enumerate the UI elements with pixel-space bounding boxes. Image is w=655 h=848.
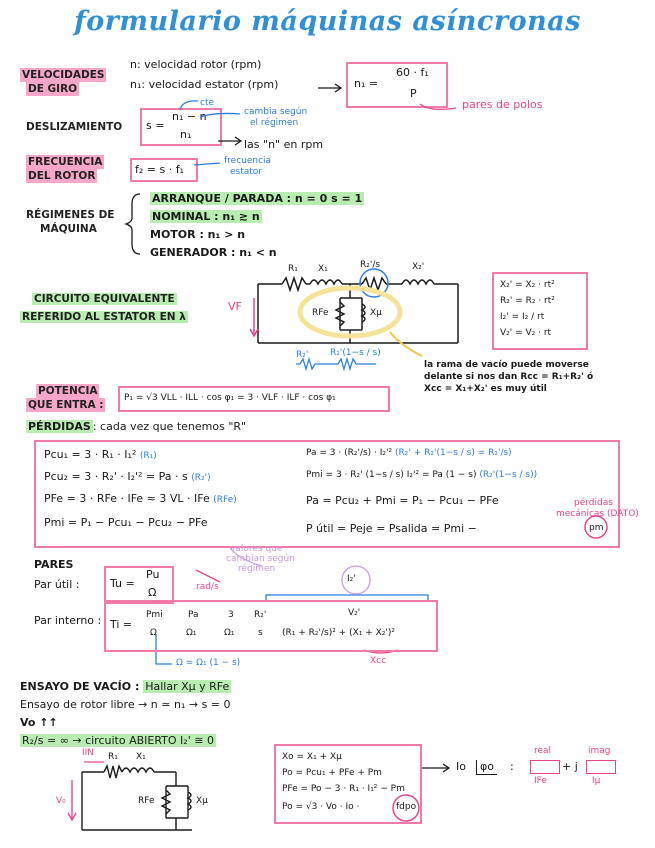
frecuencia-label-1: FRECUENCIA xyxy=(28,156,103,168)
regimenes-label-1: RÉGIMENES DE xyxy=(26,209,115,221)
regimen-arranque-text: ARRANQUE / PARADA : n = 0 s = 1 xyxy=(152,192,363,205)
circuito-label-2-text: REFERIDO AL ESTATOR EN λ xyxy=(22,311,186,323)
deslizamiento-label: DESLIZAMIENTO xyxy=(26,121,123,133)
pm-note-1: pérdidas xyxy=(574,498,613,508)
po-formula: Po = Pcu₁ + PFe + Pm xyxy=(282,768,382,778)
frecuencia-label-2: DEL ROTOR xyxy=(28,170,96,182)
pmi-row xyxy=(306,470,537,481)
imag-box xyxy=(586,760,616,774)
pmi-note: (R₂'(1−s / s)) xyxy=(479,470,538,480)
pfe-note: (RFe) xyxy=(213,495,237,505)
ti-3-den: Ω₁ xyxy=(224,628,235,638)
pmi-formula: Pmi = 3 · R₂' (1−s / s) I₂'² = Pa (1 − s) xyxy=(306,470,477,480)
x2-label: X₂' xyxy=(412,262,425,272)
pcu1-note: (R₁) xyxy=(139,451,157,461)
ti-1-den: Ω xyxy=(150,628,157,638)
ti-lhs: Ti = xyxy=(110,618,133,631)
pcu2-row xyxy=(44,470,211,484)
pa-row xyxy=(306,448,512,459)
ti-1-num: Pmi xyxy=(146,610,163,620)
page-title: formulario máquinas asíncronas xyxy=(74,6,581,37)
par-util-label: Par útil : xyxy=(34,578,80,591)
vacio-x1-label: X₁ xyxy=(136,752,146,762)
n1-formula-den: P xyxy=(410,87,417,100)
ti-4-num: R₂' xyxy=(254,610,267,620)
vacio-label: ENSAYO DE VACÍO : xyxy=(20,680,140,693)
r2s-inf-text: R₂/s = ∞ → circuito ABIERTO I₂' ≅ 0 xyxy=(22,734,214,747)
pcu1-row xyxy=(44,448,157,462)
pares-polos-note: pares de polos xyxy=(462,98,543,111)
valores-note-2: cambian según xyxy=(226,554,295,564)
xo-formula: Xo = X₁ + Xμ xyxy=(282,752,342,762)
regimen-motor: MOTOR : n₁ > n xyxy=(150,228,246,241)
n1-formula-num: 60 · f₁ xyxy=(396,66,429,79)
perdidas-heading xyxy=(26,420,246,434)
cte-note: cte xyxy=(200,98,215,108)
potencia-label-1: POTENCIA xyxy=(38,385,98,397)
s-formula-lhs: s = xyxy=(146,119,165,132)
v0-label: V₀ xyxy=(56,796,66,806)
vacio-formula-box xyxy=(274,744,422,824)
referida-v2: V₂' = V₂ · rt xyxy=(500,328,552,338)
referida-r2: R₂' = R₂ · rt² xyxy=(500,296,555,306)
pmi-left-formula: Pmi = P₁ − Pcu₁ − Pcu₂ − PFe xyxy=(44,516,208,529)
rfe-label: RFe xyxy=(312,308,329,318)
omega-note: Ω = Ω₁ (1 − s) xyxy=(176,658,241,668)
ti-4-den: s xyxy=(258,628,263,638)
tu-formula-box xyxy=(104,566,174,604)
perdidas-box xyxy=(34,440,620,548)
vf-label-text: VF xyxy=(228,300,242,313)
r2s-label: R₂'/s xyxy=(360,260,381,270)
regimen-nominal-text: NOMINAL : n₁ ≳ n xyxy=(152,210,260,223)
pm-note-2: mecánicas (DATO) xyxy=(556,509,639,519)
ti-5-den: (R₁ + R₂'/s)² + (X₁ + X₂')² xyxy=(282,628,395,638)
f1-note-2: estator xyxy=(230,167,263,177)
pm-term: pm xyxy=(589,523,604,533)
x1-label: X₁ xyxy=(318,264,328,274)
potencia-formula-box xyxy=(118,386,390,412)
regimen-generador: GENERADOR : n₁ < n xyxy=(150,246,277,259)
n1-formula-lhs: n₁ = xyxy=(354,77,379,90)
real-box xyxy=(530,760,560,774)
r2-bottom-label: R₂' xyxy=(296,350,309,360)
pa-formula: Pa = 3 · (R₂'/s) · I₂'² xyxy=(306,448,393,458)
pcu2-note: (R₂') xyxy=(191,473,211,483)
potencia-label-2: QUE ENTRA : xyxy=(28,399,104,411)
vacio-r1-label: R₁ xyxy=(108,752,118,762)
vacio-heading xyxy=(20,680,231,694)
imu-label: Iμ xyxy=(592,776,601,786)
phio-box xyxy=(476,760,497,775)
ife-label: IFe xyxy=(534,776,547,786)
pfe-row xyxy=(44,492,237,506)
referida-x2: X₂' = X₂ · rt² xyxy=(500,280,555,290)
pcu2-formula: Pcu₂ = 3 · R₂' · I₂'² = Pa · s xyxy=(44,470,188,483)
regimenes-label-2: MÁQUINA xyxy=(40,223,97,235)
f1-note-1: frecuencia xyxy=(224,156,272,166)
velocidades-label-1: VELOCIDADES xyxy=(22,69,105,81)
iin-label: IIN xyxy=(82,748,95,758)
rama-vacio-note-2: delante si nos dan Rcc = R₁+R₂' ó xyxy=(424,372,594,382)
velocidades-label-2: DE GIRO xyxy=(28,83,78,95)
po-sqrt-formula: Po = √3 · Vo · Io · xyxy=(282,802,360,812)
tu-den: Ω xyxy=(148,586,157,599)
vo-note: Vo ↑↑ xyxy=(20,716,58,729)
referidas-box xyxy=(492,272,588,350)
ti-2-num: Pa xyxy=(188,610,199,620)
pcu1-formula: Pcu₁ = 3 · R₁ · I₁² xyxy=(44,448,137,461)
s-formula-num: n₁ − n xyxy=(172,110,207,123)
pares-label: PARES xyxy=(34,558,74,571)
rads-note: rad/s xyxy=(196,582,219,592)
ti-formula-box xyxy=(104,600,438,652)
referida-i2: I₂' = I₂ / rt xyxy=(500,312,545,322)
io-label: Io xyxy=(456,760,466,773)
tu-num: Pu xyxy=(146,568,160,581)
phio-label: φo xyxy=(480,760,494,773)
rama-vacio-note-1: la rama de vacío puede moverse xyxy=(424,360,589,370)
ti-2-den: Ω₁ xyxy=(186,628,197,638)
putil-formula: P útil = Peje = Psalida = Pmi − xyxy=(306,522,477,535)
rama-vacio-note-3: Xcc = X₁+X₂' es muy útil xyxy=(424,384,547,394)
cambia-note-1: cambia según xyxy=(244,107,308,117)
vacio-hallar: Hallar Xμ y RFe xyxy=(145,680,230,693)
tu-lhs: Tu = xyxy=(110,577,135,590)
xmu-label: Xμ xyxy=(370,308,382,318)
imag-label: imag xyxy=(588,746,611,756)
r1-label: R₁ xyxy=(288,264,298,274)
perdidas-intro: : cada vez que tenemos "R" xyxy=(92,420,247,433)
circuito-label-1-text: CIRCUITO EQUIVALENTE xyxy=(34,293,175,305)
cambia-note-2: el régimen xyxy=(250,118,299,128)
par-interno-label: Par interno : xyxy=(34,614,102,627)
pfe-vacio-formula: PFe = Po − 3 · R₁ · I₁² − Pm xyxy=(282,784,405,794)
xcc-note: Xcc xyxy=(370,656,387,666)
pa-note: (R₂' + R₂'(1−s / s) = R₂'/s) xyxy=(395,448,512,458)
vacio-xmu-label: Xμ xyxy=(196,796,208,806)
n1-definition: n₁: velocidad estator (rpm) xyxy=(130,78,279,91)
rotor-libre: Ensayo de rotor libre → n ≃ n₁ → s = 0 xyxy=(20,698,231,711)
potencia-formula: P₁ = √3 VLL · ILL · cos φ₁ = 3 · VLF · ILF · cos φ₁ xyxy=(124,393,336,403)
ti-3-num: 3 xyxy=(228,610,234,620)
perdidas-label: PÉRDIDAS xyxy=(28,420,91,433)
fdpo-term: fdpo xyxy=(396,802,417,812)
real-label: real xyxy=(534,746,552,756)
r2s-inf-row xyxy=(20,734,216,748)
colon-sep: : xyxy=(510,760,514,773)
i2-circled: I₂' xyxy=(347,574,356,584)
n-definition: n: velocidad rotor (rpm) xyxy=(130,58,262,71)
r2-load-label: R₂'(1−s / s) xyxy=(330,348,381,358)
vf-label xyxy=(228,300,242,314)
valores-note-3: régimen xyxy=(238,564,276,574)
s-formula-den: n₁ xyxy=(180,128,192,141)
plus-j: + j xyxy=(562,760,578,773)
ti-5-num: V₂' xyxy=(348,608,361,618)
valores-note-1: valores que xyxy=(230,544,283,554)
pa2-formula: Pa = Pcu₂ + Pmi = P₁ − Pcu₁ − PFe xyxy=(306,494,499,507)
pfe-formula: PFe = 3 · RFe · IFe ≈ 3 VL · IFe xyxy=(44,492,210,505)
rpm-note: las "n" en rpm xyxy=(244,138,324,151)
vacio-rfe-label: RFe xyxy=(138,796,155,806)
f2-formula: f₂ = s · f₁ xyxy=(135,163,184,176)
